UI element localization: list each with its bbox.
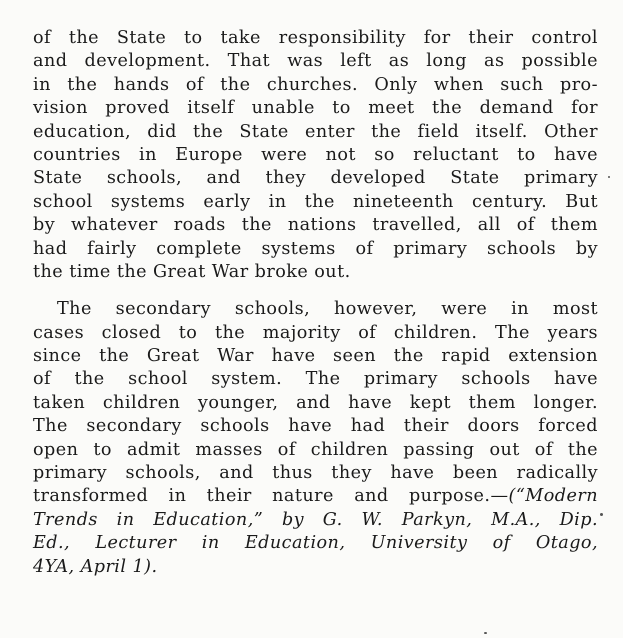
- citation-line: Trends in Education,” by G. W. Parkyn, M.A., Dip.: [33, 509, 598, 530]
- text-line: cases closed to the majority of children. The years: [33, 322, 598, 343]
- text-line: countries in Europe were not so reluctant to have: [33, 144, 598, 165]
- text-line: since the Great War have seen the rapid extension: [33, 346, 598, 367]
- text-line: taken children younger, and have kept them longer.: [33, 392, 598, 413]
- text-line: vision proved itself unable to meet the demand for: [33, 98, 598, 119]
- text-line: The secondary schools, however, were in most: [57, 299, 598, 320]
- text-fragment: transformed in their nature and purpose.—: [33, 486, 509, 507]
- text-line: of the State to take responsibility for their control: [33, 28, 598, 48]
- text-line: school systems early in the nineteenth century. But: [33, 191, 598, 212]
- text-line: open to admit masses of children passing out of the: [33, 439, 598, 460]
- paragraph-2: [33, 298, 598, 579]
- text-line: the time the Great War broke out.: [33, 261, 351, 282]
- text-line: primary schools, and thus they have been radically: [33, 463, 598, 484]
- citation-open: (“Modern: [508, 486, 598, 507]
- citation-line: Ed., Lecturer in Education, University of Otago,: [33, 533, 598, 554]
- text-line: of the school system. The primary schools have: [33, 369, 598, 390]
- text-line: had fairly complete systems of primary schools by: [33, 238, 598, 259]
- text-line: by whatever roads the nations travelled, all of them: [33, 215, 598, 236]
- text-line: education, did the State enter the field itself. Other: [33, 121, 598, 142]
- print-speck: [484, 632, 487, 634]
- text-line: in the hands of the churches. Only when such pro-: [33, 74, 598, 95]
- article-column: [33, 27, 598, 579]
- print-speck: [600, 513, 603, 516]
- citation-line: 4YA, April 1).: [33, 556, 158, 577]
- text-line: and development. That was left as long as possible: [33, 51, 598, 72]
- text-line: State schools, and they developed State primary: [33, 168, 598, 189]
- text-line: [33, 485, 598, 508]
- text-line: The secondary schools have had their doors forced: [33, 416, 598, 437]
- paragraph-1: [33, 27, 598, 284]
- paragraph-spacer: [33, 284, 598, 298]
- print-speck: [608, 176, 610, 178]
